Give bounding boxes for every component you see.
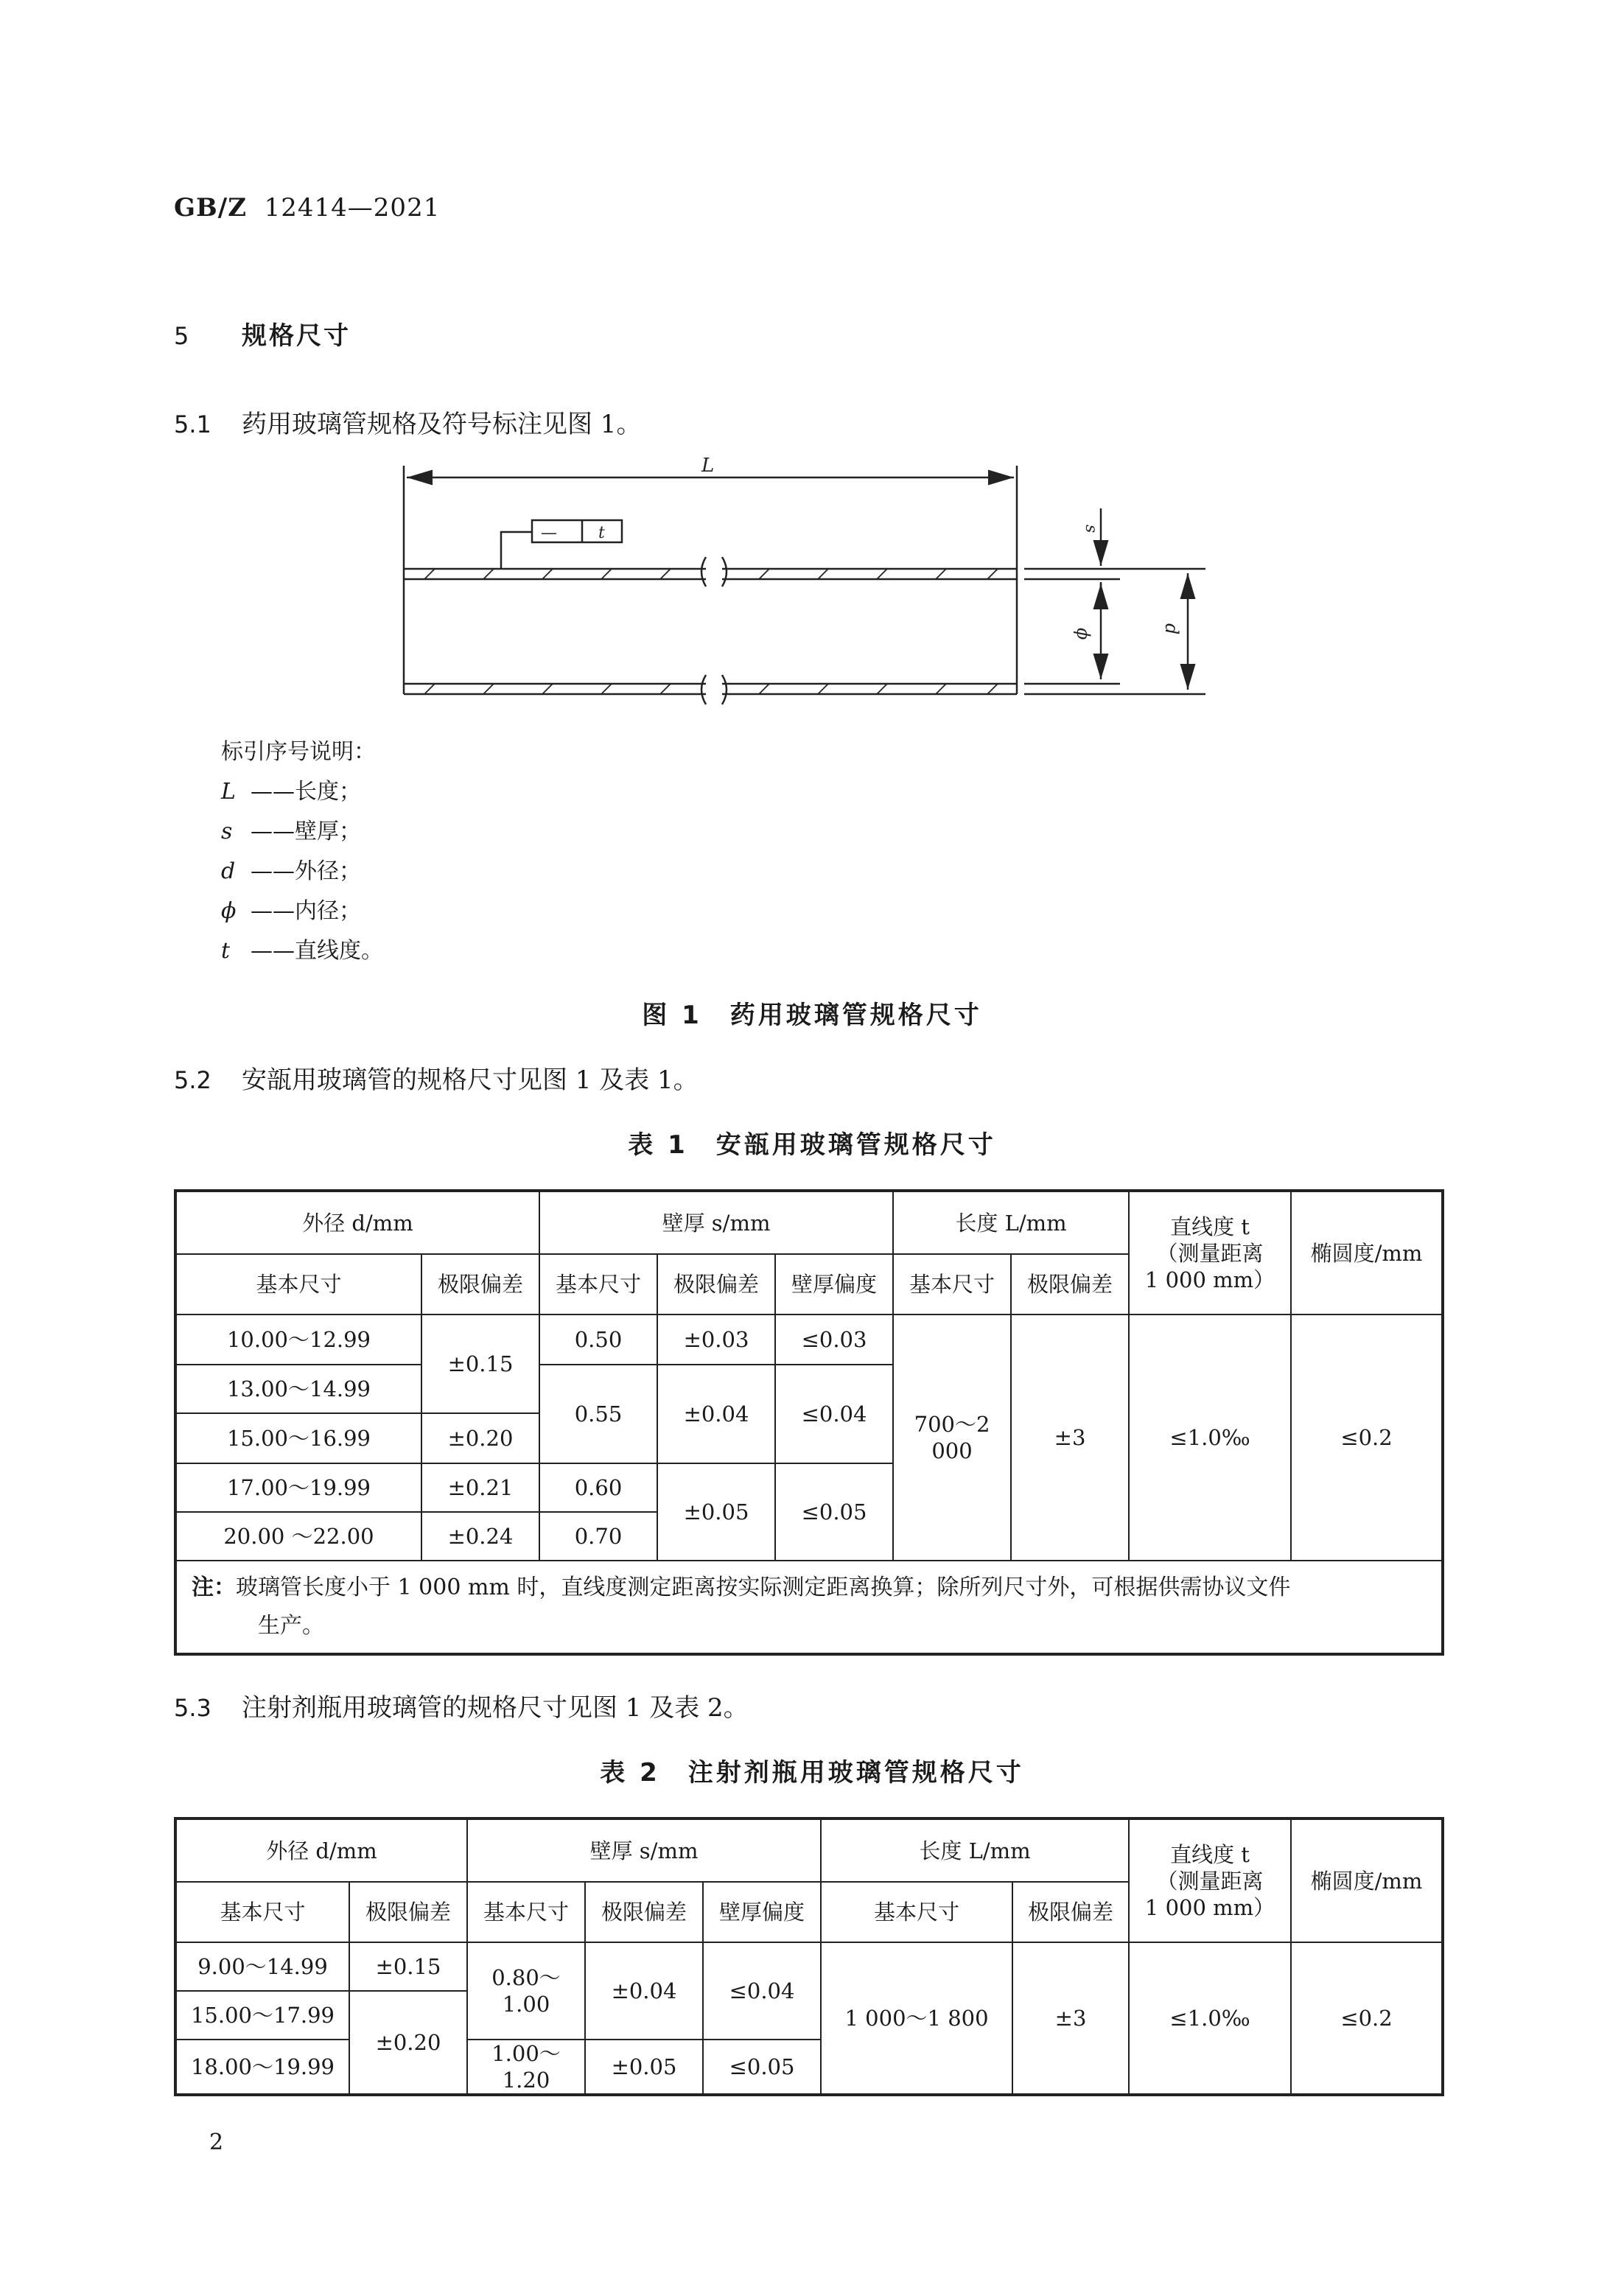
label-s: s [1082, 525, 1100, 533]
legend-item: L ——长度； [221, 779, 361, 805]
cell: 15.00～16.99 [175, 1413, 421, 1463]
table-1 [174, 1189, 1444, 1656]
cell: ≤0.2 [1291, 1942, 1443, 2095]
clause-5-2 [174, 1060, 699, 1096]
th-wall-basic: 基本尺寸 [467, 1882, 585, 1942]
th-wall-tolerance: 极限偏差 [585, 1882, 703, 1942]
th-wall: 壁厚 s/mm [467, 1818, 821, 1882]
table2-caption: 表 2 注射剂瓶用玻璃管规格尺寸 [600, 1758, 1024, 1788]
figure-glass-tube [0, 0, 1624, 737]
cell: ±3 [1011, 1314, 1129, 1561]
th-straightness: 直线度 t （测量距离 1 000 mm） [1129, 1818, 1291, 1942]
cell: ±0.24 [421, 1512, 539, 1561]
cell: ≤0.2 [1291, 1314, 1443, 1561]
th-length: 长度 L/mm [893, 1191, 1129, 1254]
cell: ±0.20 [421, 1413, 539, 1463]
cell: ≤0.05 [703, 2040, 821, 2095]
clause-number: 5.3 [174, 1694, 211, 1722]
cell: 18.00～19.99 [175, 2040, 349, 2095]
legend-item: t ——直线度。 [221, 938, 383, 964]
cell: 1 000～1 800 [821, 1942, 1012, 2095]
legend-item: d ——外径； [221, 858, 361, 884]
figure-caption: 图 1 药用玻璃管规格尺寸 [642, 1001, 982, 1030]
cell: 15.00～17.99 [175, 1991, 349, 2040]
cell: 700～2 000 [893, 1314, 1011, 1561]
note-text-line2: 生产。 [258, 1613, 324, 1639]
note-text-line1: 玻璃管长度小于 1 000 mm 时，直线度测定距离按实际测定距离换算；除所列尺寸外，可根据供需协议文件 [236, 1575, 1291, 1600]
cell: ±0.03 [657, 1314, 775, 1365]
th-wall-tolerance: 极限偏差 [657, 1254, 775, 1314]
th-basic: 基本尺寸 [175, 1882, 349, 1942]
cell: 9.00～14.99 [175, 1942, 349, 1991]
th-tolerance: 极限偏差 [349, 1882, 467, 1942]
code-prefix: GB/Z [174, 193, 248, 223]
clause-text: 注射剂瓶用玻璃管的规格尺寸见图 1 及表 2。 [242, 1693, 749, 1723]
th-ovality: 椭圆度/mm [1291, 1191, 1443, 1314]
figure-legend [221, 732, 383, 971]
cell: ≤1.0‰ [1129, 1314, 1291, 1561]
th-wall-deviation: 壁厚偏度 [775, 1254, 893, 1314]
cell: ≤0.05 [775, 1463, 893, 1561]
th-length-basic: 基本尺寸 [821, 1882, 1012, 1942]
label-L: L [701, 455, 715, 477]
cell: 17.00～19.99 [175, 1463, 421, 1512]
th-wall-deviation: 壁厚偏度 [703, 1882, 821, 1942]
cell: 0.55 [539, 1365, 657, 1463]
table-2 [174, 1817, 1444, 2096]
cell: ≤0.04 [775, 1365, 893, 1463]
th-wall-basic: 基本尺寸 [539, 1254, 657, 1314]
clause-text: 安瓿用玻璃管的规格尺寸见图 1 及表 1。 [242, 1065, 699, 1095]
note-label: 注： [192, 1575, 236, 1600]
table1-note [175, 1561, 1443, 1654]
code-number: 12414—2021 [264, 193, 441, 223]
th-basic: 基本尺寸 [175, 1254, 421, 1314]
label-phi: ϕ [1073, 628, 1093, 640]
cell: ≤1.0‰ [1129, 1942, 1291, 2095]
cell: 0.60 [539, 1463, 657, 1512]
section-title: 规格尺寸 [242, 321, 351, 351]
section-number: 5 [174, 322, 189, 350]
cell: ±0.21 [421, 1463, 539, 1512]
legend-item: s ——壁厚； [221, 819, 361, 844]
legend-item: ϕ ——内径； [221, 898, 361, 924]
legend-title: 标引序号说明： [221, 739, 376, 765]
label-d: d [1161, 623, 1182, 635]
cell: ±0.15 [421, 1314, 539, 1413]
cell: 20.00 ～22.00 [175, 1512, 421, 1561]
cell: 0.80～1.00 [467, 1942, 585, 2040]
cell: ±0.20 [349, 1991, 467, 2095]
th-outer-diameter: 外径 d/mm [175, 1818, 467, 1882]
cell: 0.50 [539, 1314, 657, 1365]
cell: ±0.04 [657, 1365, 775, 1463]
cell: ±3 [1012, 1942, 1129, 2095]
cell: 10.00～12.99 [175, 1314, 421, 1365]
cell: ≤0.04 [703, 1942, 821, 2040]
cell: ±0.05 [585, 2040, 703, 2095]
th-wall: 壁厚 s/mm [539, 1191, 893, 1254]
cell: ±0.04 [585, 1942, 703, 2040]
clause-text: 药用玻璃管规格及符号标注见图 1。 [242, 410, 642, 439]
th-straightness: 直线度 t （测量距离 1 000 mm） [1129, 1191, 1291, 1314]
label-frame-t: t [598, 524, 605, 542]
cell: ±0.05 [657, 1463, 775, 1561]
th-length-tolerance: 极限偏差 [1012, 1882, 1129, 1942]
table1-caption: 表 1 安瓿用玻璃管规格尺寸 [628, 1130, 996, 1160]
th-length: 长度 L/mm [821, 1818, 1129, 1882]
th-outer-diameter: 外径 d/mm [175, 1191, 539, 1254]
th-length-tolerance: 极限偏差 [1011, 1254, 1129, 1314]
cell: ≤0.03 [775, 1314, 893, 1365]
cell: ±0.15 [349, 1942, 467, 1991]
clause-5-3 [174, 1687, 749, 1723]
cell: 1.00～1.20 [467, 2040, 585, 2095]
cell: 0.70 [539, 1512, 657, 1561]
clause-number: 5.1 [174, 410, 211, 438]
cell: 13.00～14.99 [175, 1365, 421, 1413]
th-ovality: 椭圆度/mm [1291, 1818, 1443, 1942]
th-tolerance: 极限偏差 [421, 1254, 539, 1314]
clause-number: 5.2 [174, 1066, 211, 1094]
th-length-basic: 基本尺寸 [893, 1254, 1011, 1314]
label-frame-symbol: — [541, 524, 557, 542]
page-number: 2 [209, 2129, 224, 2155]
